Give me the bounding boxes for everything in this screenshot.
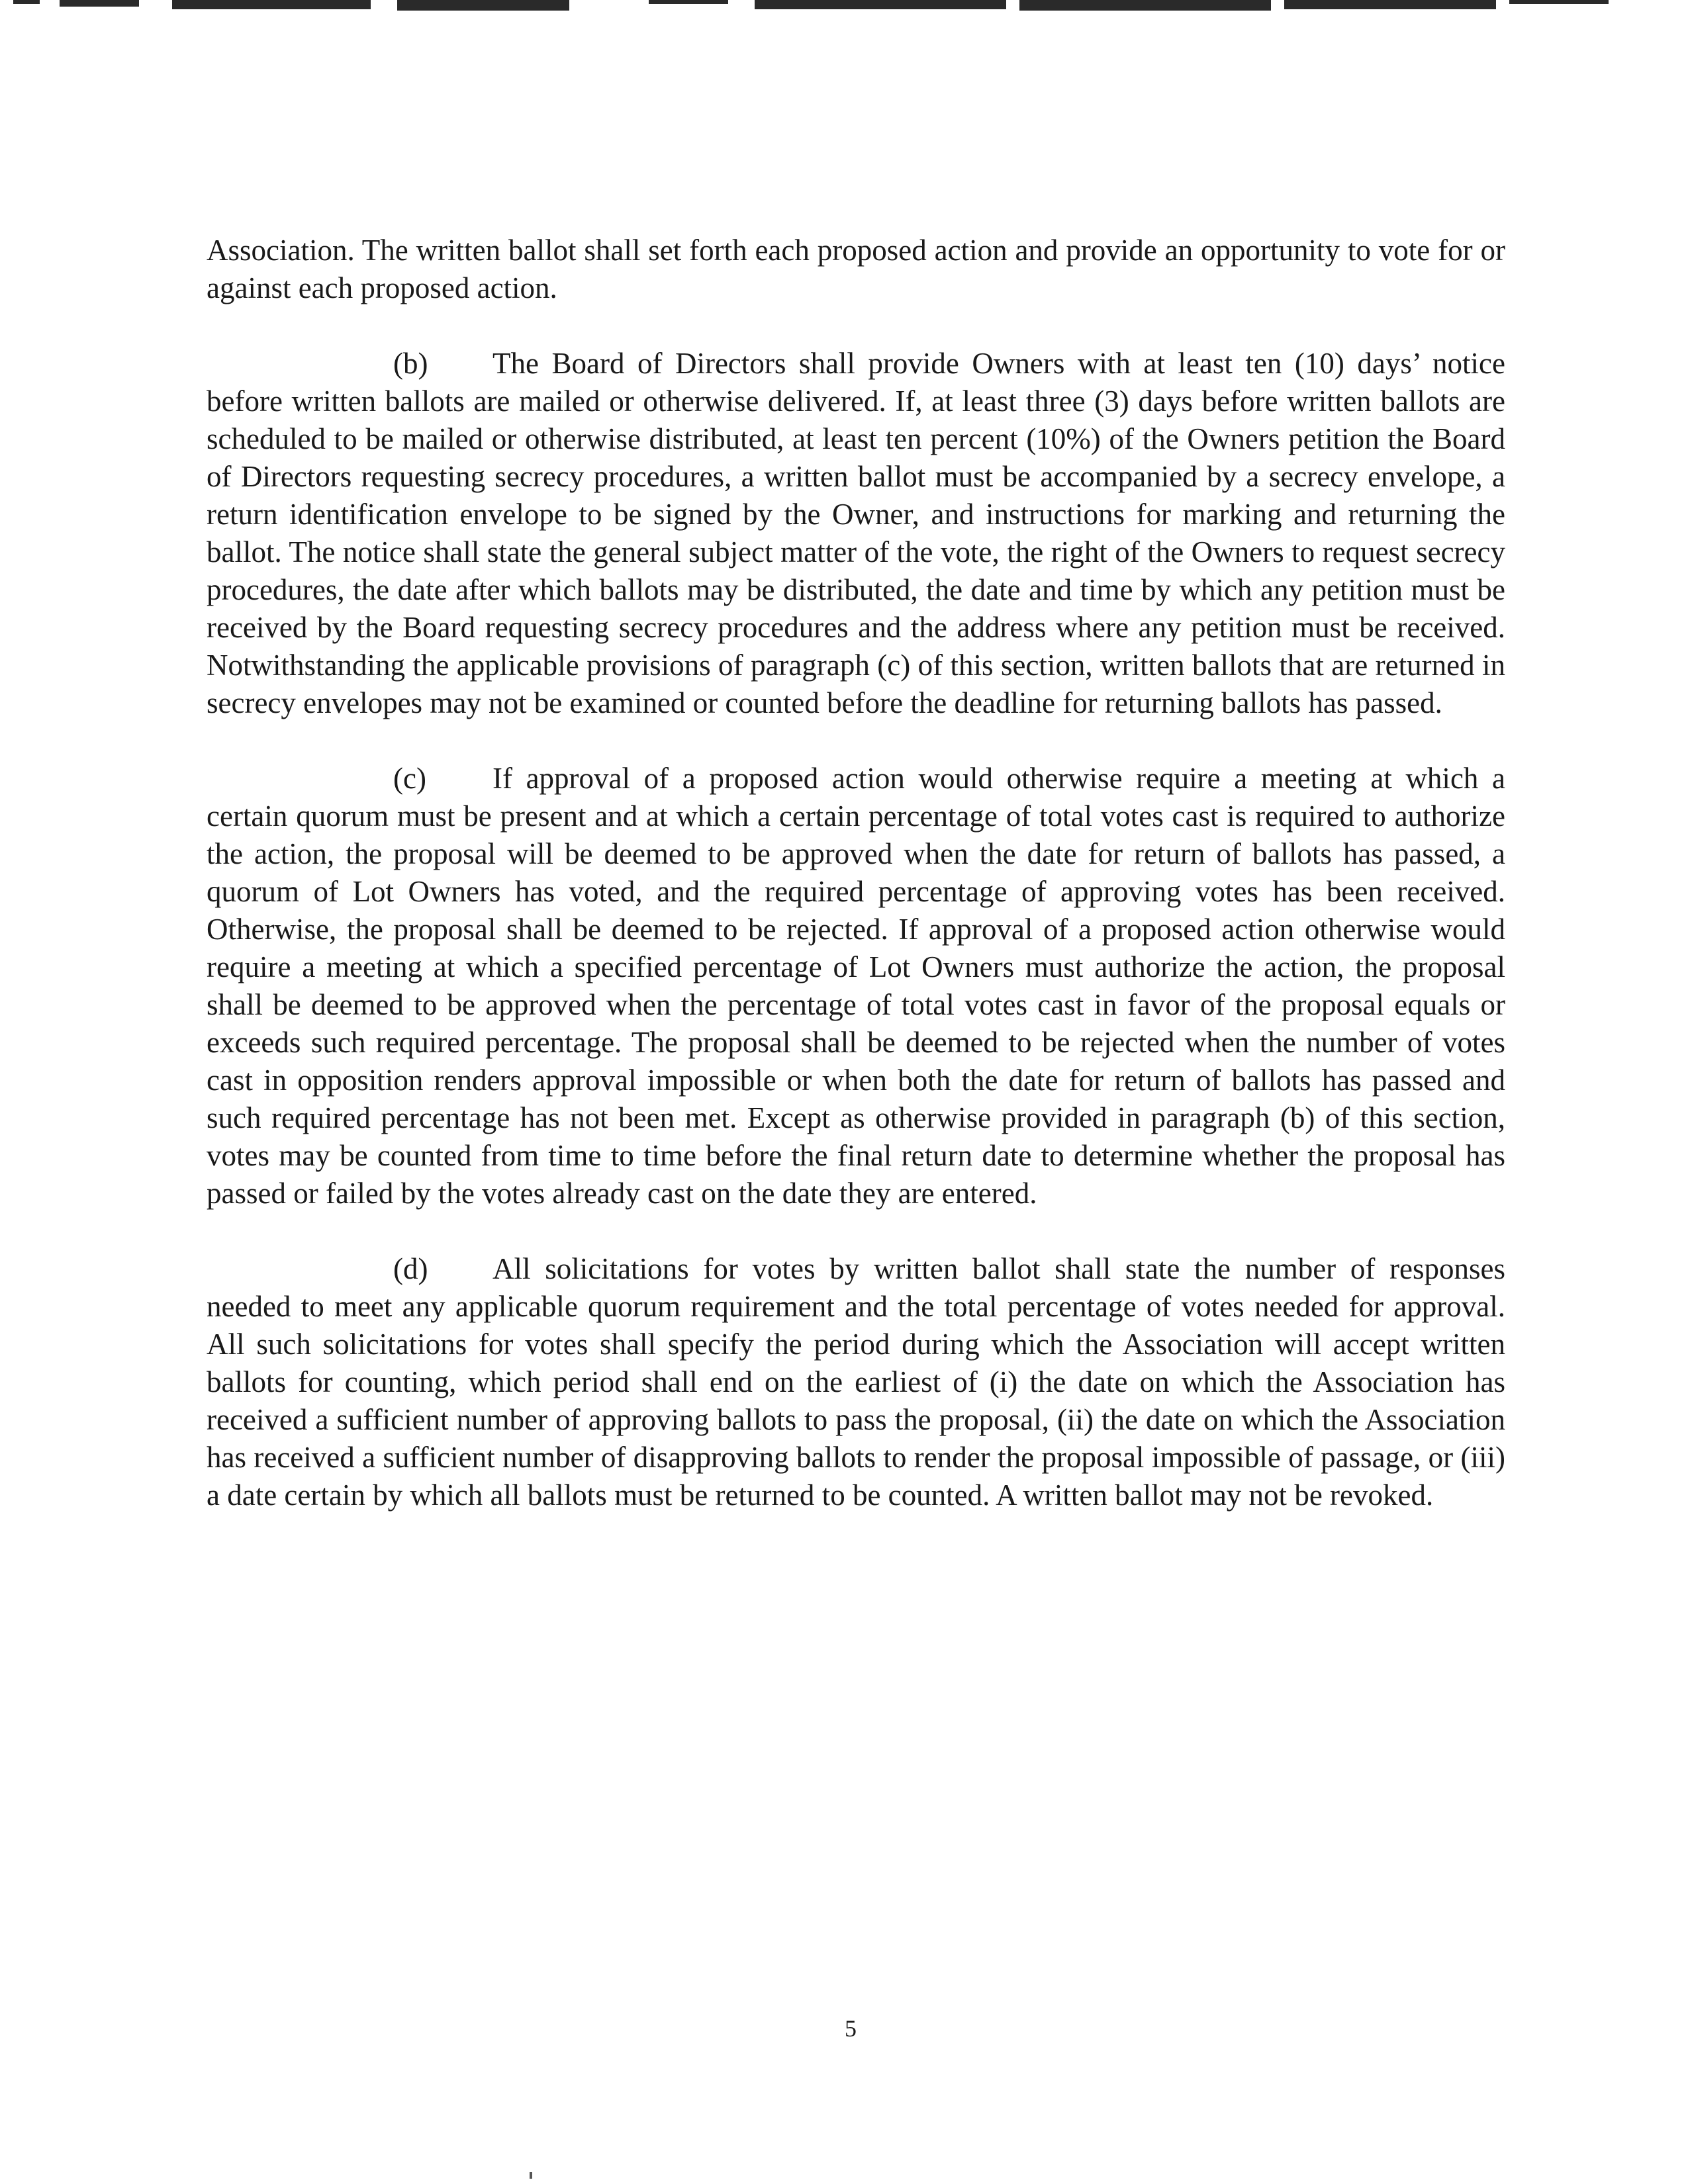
paragraph-text: All solicitations for votes by written ballot shall state the number of responses needed to meet any applicable quorum requirement and the total percentage of votes needed for approval. All such solicitations for votes shall specify the period during which the Association will accept written ballots for counting, which period shall end on the earliest of (i) the date on which the Association has received a sufficient number of approving ballots to pass the proposal, (ii) the date on which the Association has received a sufficient number of disapproving ballots to render the proposal impossible of passage, or (iii) a date certain by which all ballots must be returned to be counted. A written ballot may not be revoked. [207,1252,1505,1512]
paragraph-d [207,1250,1505,1514]
paragraph-c [207,760,1505,1212]
paragraph-text: If approval of a proposed action would otherwise require a meeting at which a certain quorum must be present and at which a certain percentage of total votes cast is required to authorize the action, the proposal will be deemed to be approved when the date for return of ballots has passed, a quorum of Lot Owners has voted, and the required percentage of approving votes has been received. Otherwise, the proposal shall be deemed to be rejected. If approval of a proposed action otherwise would require a meeting at which a specified percentage of Lot Owners must authorize the action, the proposal shall be deemed to be approved when the percentage of total votes cast in favor of the proposal equals or exceeds such required percentage. The proposal shall be deemed to be rejected when the number of votes cast in opposition renders approval impossible or when both the date for return of ballots has passed and such required percentage has not been met. Except as otherwise provided in paragraph (b) of this section, votes may be counted from time to time before the final return date to determine whether the proposal has passed or failed by the votes already cast on the date they are entered. [207,762,1505,1210]
page-number: 5 [845,2015,857,2042]
paragraph-b [207,345,1505,722]
document-page [207,232,1505,1552]
paragraph-continuation [207,232,1505,307]
scan-artifact-mark [530,2172,532,2179]
paragraph-label: (d) [393,1252,428,1285]
paragraph-label: (b) [393,347,428,380]
scan-artifact-edge [0,0,1688,15]
paragraph-text: Association. The written ballot shall set forth each proposed action and provide an opportunity to vote for or against each proposed action. [207,234,1505,304]
paragraph-text: The Board of Directors shall provide Owners with at least ten (10) days’ notice before written ballots are mailed or otherwise delivered. If, at least three (3) days before written ballots are scheduled to be mailed or otherwise distributed, at least ten percent (10%) of the Owners petition the Board of Directors requesting secrecy procedures, a written ballot must be accompanied by a secrecy envelope, a return identification envelope to be signed by the Owner, and instructions for marking and returning the ballot. The notice shall state the general subject matter of the vote, the right of the Owners to request secrecy procedures, the date after which ballots may be distributed, the date and time by which any petition must be received by the Board requesting secrecy procedures and the address where any petition must be received. Notwithstanding the applicable provisions of paragraph (c) of this section, written ballots that are returned in secrecy envelopes may not be examined or counted before the deadline for returning ballots has passed. [207,347,1505,719]
paragraph-label: (c) [393,762,426,795]
